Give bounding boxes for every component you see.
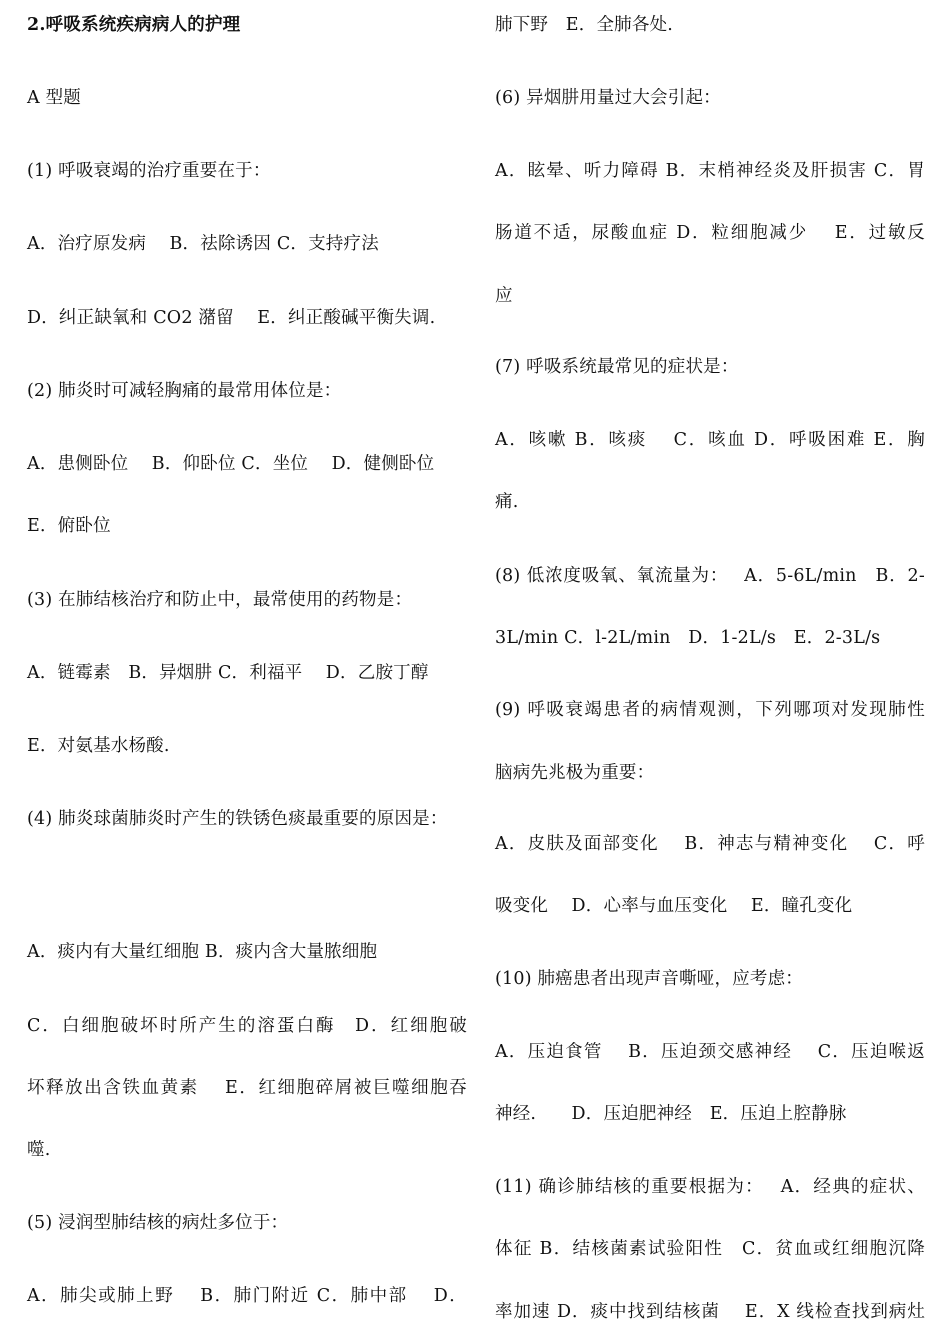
question-4-options-line-4: 噬. [27, 1140, 51, 1160]
question-11-stem: (11) 确诊肺结核的重要根据为： A．经典的症状、 [495, 1177, 925, 1197]
question-2-options-line-2: E．俯卧位 [27, 516, 111, 536]
question-10-options-line-2: 神经. D．压迫肥神经 E．压迫上腔静脉 [495, 1104, 847, 1124]
question-4-options-line-3: 坏释放出含铁血黄素 E．红细胞碎屑被巨噬细胞吞 [27, 1078, 467, 1098]
question-6-stem: (6) 异烟肼用量过大会引起： [495, 88, 721, 108]
question-9-options-line-1: A．皮肤及面部变化 B．神志与精神变化 C．呼 [495, 834, 925, 854]
question-7-options-line-1: A．咳嗽 B．咳痰 C．咳血 D．呼吸困难 E．胸 [495, 430, 925, 450]
question-5-options-line-2: 肺下野 E．全肺各处. [495, 15, 674, 35]
question-4-options-line-2: C．白细胞破坏时所产生的溶蛋白酶 D．红细胞破 [27, 1016, 467, 1036]
question-11-options-line-1: 体征 B．结核菌素试验阳性 C．贫血或红细胞沉降 [495, 1239, 925, 1259]
question-2-stem: (2) 肺炎时可减轻胸痛的最常用体位是： [27, 381, 342, 401]
question-5-stem: (5) 浸润型肺结核的病灶多位于： [27, 1213, 289, 1233]
question-5-options-line-1: A．肺尖或肺上野 B．肺门附近 C．肺中部 D． [27, 1286, 467, 1306]
question-3-options-line-2: E．对氨基水杨酸. [27, 736, 170, 756]
question-3-stem: (3) 在肺结核治疗和防止中，最常使用的药物是： [27, 590, 413, 610]
question-2-options-line-1: A．患侧卧位 B．仰卧位 C．坐位 D．健侧卧位 [27, 454, 435, 474]
question-6-options-line-2: 肠道不适，尿酸血症 D．粒细胞减少 E．过敏反 [495, 223, 925, 243]
question-7-stem: (7) 呼吸系统最常见的症状是： [495, 357, 739, 377]
question-4-options-line-1: A．痰内有大量红细胞 B．痰内含大量脓细胞 [27, 942, 378, 962]
question-1-stem: (1) 呼吸衰竭的治疗重要在于： [27, 161, 271, 181]
question-6-options-line-1: A．眩晕、听力障碍 B．末梢神经炎及肝损害 C．胃 [495, 161, 925, 181]
question-7-options-line-2: 痛. [495, 492, 519, 512]
question-11-options-line-2: 率加速 D．痰中找到结核菌 E．X 线检查找到病灶 [495, 1302, 925, 1322]
section-title: 2.呼吸系统疾病病人的护理 [27, 15, 241, 35]
question-3-options-line-1: A．链霉素 B．异烟肼 C．利福平 D．乙胺丁醇 [27, 663, 429, 683]
question-8-options-line: 3L/min C．l-2L/min D．1-2L/s E．2-3L/s [495, 628, 881, 648]
question-6-options-line-3: 应 [495, 286, 513, 306]
question-10-options-line-1: A．压迫食管 B．压迫颈交感神经 C．压迫喉返 [495, 1042, 925, 1062]
question-9-stem-line-1: (9) 呼吸衰竭患者的病情观测，下列哪项对发现肺性 [495, 700, 925, 720]
question-type-heading: A 型题 [27, 88, 82, 108]
question-4-stem: (4) 肺炎球菌肺炎时产生的铁锈色痰最重要的原因是： [27, 809, 448, 829]
question-9-options-line-2: 吸变化 D．心率与血压变化 E．瞳孔变化 [495, 896, 853, 916]
question-1-options-line-1: A．治疗原发病 B．祛除诱因 C．支持疗法 [27, 234, 379, 254]
question-8-stem: (8) 低浓度吸氧、氧流量为： A．5-6L/min B．2- [495, 566, 925, 586]
question-10-stem: (10) 肺癌患者出现声音嘶哑，应考虑： [495, 969, 803, 989]
question-9-stem-line-2: 脑病先兆极为重要： [495, 763, 655, 783]
question-1-options-line-2: D．纠正缺氧和 CO2 潴留 E．纠正酸碱平衡失调. [27, 308, 436, 328]
